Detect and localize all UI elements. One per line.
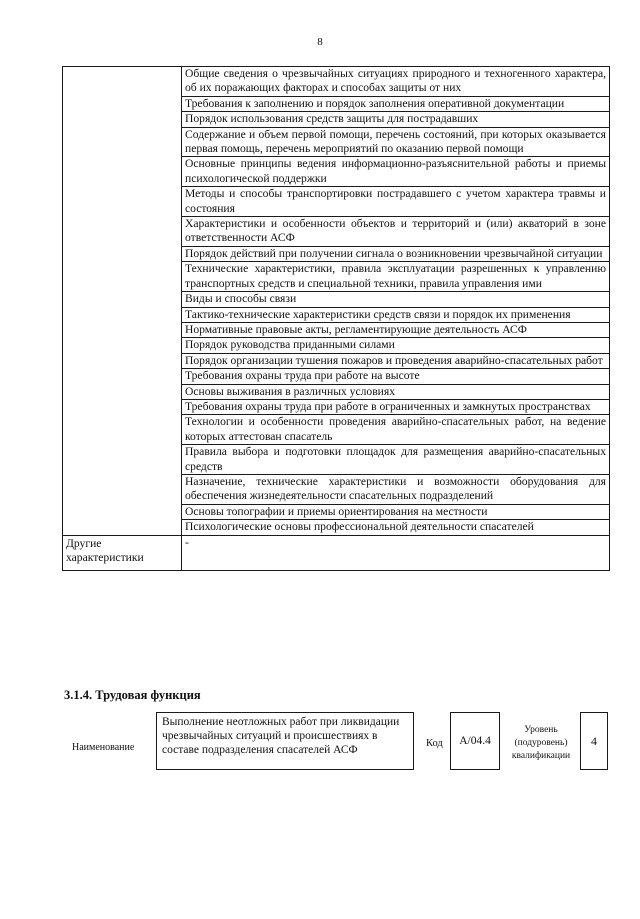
labor-function-name: Выполнение неотложных работ при ликвидации чрезвычайных ситуаций и происшествиях в составе подразделения спасателей АСФ (156, 712, 414, 770)
other-characteristics-row (63, 535, 610, 570)
knowledge-item: Методы и способы транспортировки пострадавшего с учетом характера травмы и состояния (182, 187, 610, 217)
knowledge-item: Порядок организации тушения пожаров и проведения аварийно-спасательных работ (182, 353, 610, 368)
qualification-level-label: Уровень (подуровень) квалификации (511, 725, 571, 761)
page-number: 8 (317, 36, 323, 48)
knowledge-item: Тактико-технические характеристики средств связи и порядок их применения (182, 307, 610, 322)
knowledge-row (63, 67, 610, 97)
required-knowledge-label-cell (63, 67, 182, 536)
knowledge-item: Требования к заполнению и порядок заполнения оперативной документации (182, 96, 610, 111)
knowledge-item: Порядок руководства приданными силами (182, 338, 610, 353)
required-knowledge-table (62, 66, 610, 571)
labor-function-header (62, 712, 610, 776)
knowledge-item: Требования охраны труда при работе на высоте (182, 369, 610, 384)
knowledge-item: Основные принципы ведения информационно-разъяснительной работы и приемы психологической поддержки (182, 157, 610, 187)
knowledge-item: Нормативные правовые акты, регламентирующие деятельность АСФ (182, 322, 610, 337)
other-characteristics-value: - (182, 535, 610, 570)
knowledge-item: Основы выживания в различных условиях (182, 384, 610, 399)
qualification-level-value: 4 (580, 712, 608, 770)
knowledge-item: Порядок действий при получении сигнала о возникновении чрезвычайной ситуации (182, 246, 610, 261)
knowledge-item: Виды и способы связи (182, 292, 610, 307)
labor-function-code: A/04.4 (450, 712, 500, 770)
knowledge-item: Порядок использования средств защиты для пострадавших (182, 112, 610, 127)
knowledge-item: Технологии и особенности проведения аварийно-спасательных работ, на ведение которых аттестован спасатель (182, 415, 610, 445)
other-characteristics-label: Другие характеристики (63, 535, 182, 570)
knowledge-item: Технические характеристики, правила эксплуатации разрешенных к управлению транспортных средств и специальной техники, правила управления ими (182, 262, 610, 292)
required-knowledge-body (63, 67, 610, 571)
knowledge-item: Характеристики и особенности объектов и территорий и (или) акваторий в зоне ответственности АСФ (182, 217, 610, 247)
knowledge-item: Требования охраны труда при работе в ограниченных и замкнутых пространствах (182, 399, 610, 414)
knowledge-item: Психологические основы профессиональной деятельности спасателей (182, 520, 610, 535)
knowledge-item: Назначение, технические характеристики и возможности оборудования для обеспечения жизнедеятельности спасательных подразделений (182, 474, 610, 504)
knowledge-item: Основы топографии и приемы ориентирования на местности (182, 504, 610, 519)
knowledge-item: Содержание и объем первой помощи, перечень состояний, при которых оказывается первая помощь, перечень мероприятий по оказанию первой помощи (182, 127, 610, 157)
name-label: Наименование (72, 742, 135, 753)
code-label: Код (426, 738, 443, 749)
knowledge-item: Общие сведения о чрезвычайных ситуациях природного и техногенного характера, об их поражающих факторах и способах защиты от них (182, 67, 610, 97)
section-heading: 3.1.4. Трудовая функция (64, 688, 201, 702)
knowledge-item: Правила выбора и подготовки площадок для размещения аварийно-спасательных средств (182, 445, 610, 475)
